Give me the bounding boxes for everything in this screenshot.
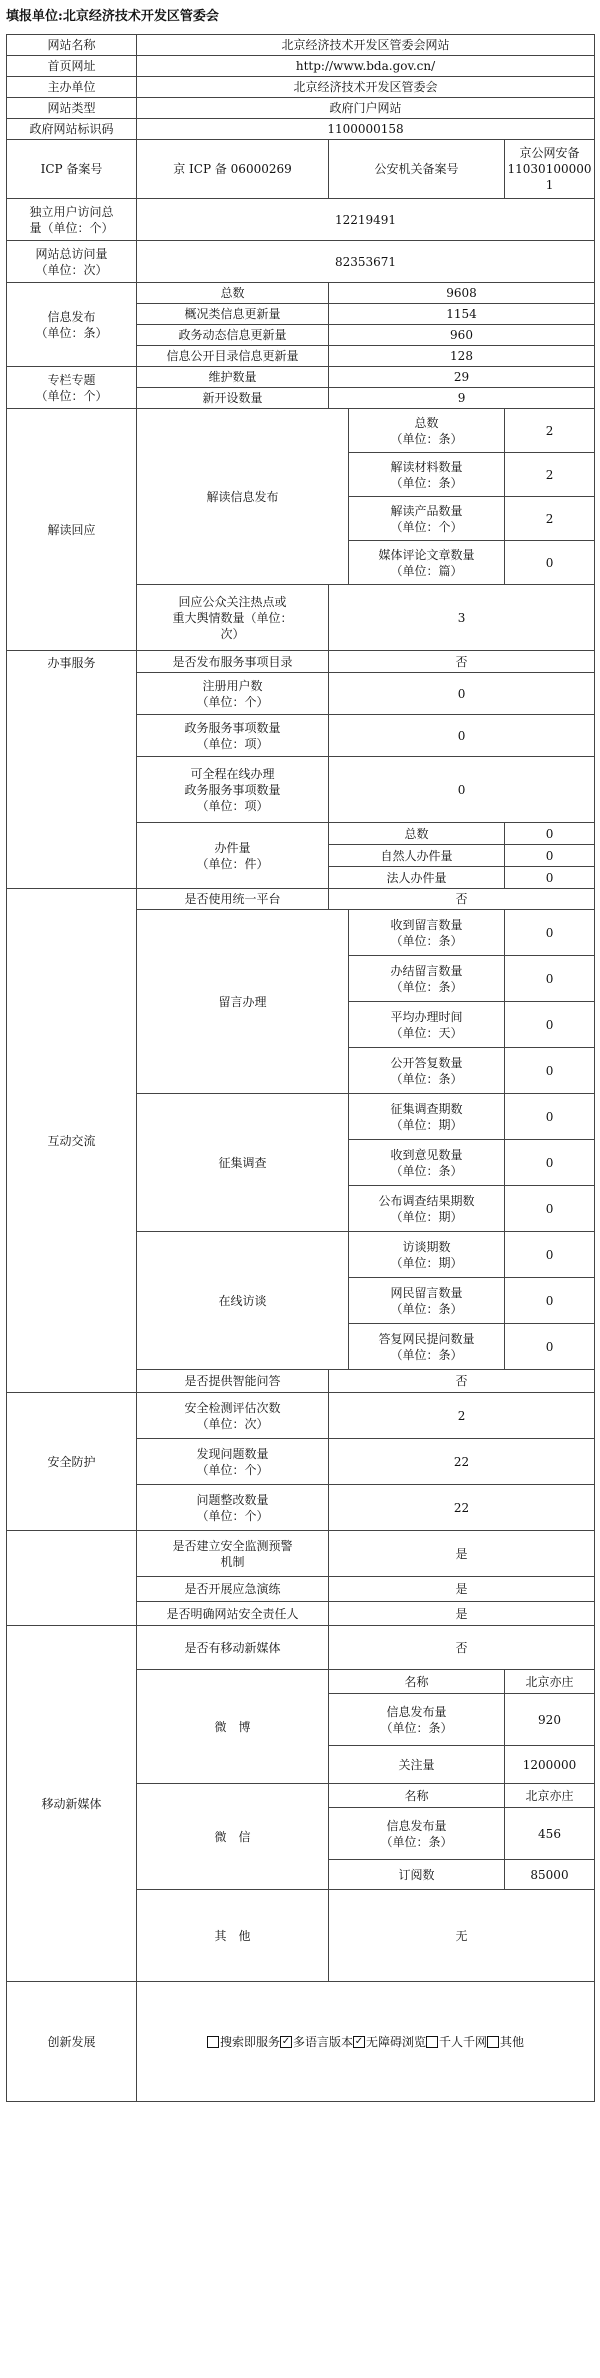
- service-online-value: 0: [329, 757, 595, 823]
- survey-results-label: 公布调查结果期数 （单位：期）: [349, 1186, 505, 1232]
- service-users-label: 注册用户数 （单位：个）: [137, 673, 329, 715]
- survey-label: 征集调查: [137, 1094, 349, 1232]
- drill-value: 是: [329, 1577, 595, 1602]
- interpret-product-value: 2: [505, 497, 595, 541]
- checkbox-icon[interactable]: [426, 2036, 438, 2048]
- pv-label: 网站总访问量 （单位：次）: [7, 241, 137, 283]
- info-total-label: 总数: [137, 283, 329, 304]
- owner-label: 是否明确网站安全责任人: [137, 1602, 329, 1626]
- public-reply-value: 0: [505, 1048, 595, 1094]
- topics-new-value: 9: [329, 388, 595, 409]
- netizen-reply-value: 0: [505, 1324, 595, 1370]
- survey-count-label: 征集调查期数 （单位：期）: [349, 1094, 505, 1140]
- avg-time-value: 0: [505, 1002, 595, 1048]
- site-type-label: 网站类型: [7, 98, 137, 119]
- wechat-sub-value: 85000: [505, 1860, 595, 1890]
- police-record-value: 京公网安备 11030100000 1: [505, 140, 595, 199]
- platform-label: 是否使用统一平台: [137, 889, 329, 910]
- checkbox-icon[interactable]: ✓: [281, 2036, 291, 2047]
- survey-results-value: 0: [505, 1186, 595, 1232]
- opinions-value: 0: [505, 1140, 595, 1186]
- sponsor-value: 北京经济技术开发区管委会: [137, 77, 595, 98]
- report-header: [0, 0, 600, 34]
- info-catalog-label: 信息公开目录信息更新量: [137, 346, 329, 367]
- closed-label: 办结留言数量 （单位：条）: [349, 956, 505, 1002]
- security-tests-label: 安全检测评估次数 （单位：次）: [137, 1393, 329, 1439]
- public-reply-label: 公开答复数量 （单位：条）: [349, 1048, 505, 1094]
- info-catalog-value: 128: [329, 346, 595, 367]
- avg-time-label: 平均办理时间 （单位：天）: [349, 1002, 505, 1048]
- info-overview-label: 概况类信息更新量: [137, 304, 329, 325]
- owner-value: 是: [329, 1602, 595, 1626]
- topics-maintain-value: 29: [329, 367, 595, 388]
- service-catalog-label: 是否发布服务事项目录: [137, 651, 329, 673]
- interpret-release-label: 解读信息发布: [137, 409, 349, 585]
- interpret-material-value: 2: [505, 453, 595, 497]
- wechat-name-label: 名称: [329, 1784, 505, 1808]
- interview-count-label: 访谈期数 （单位：期）: [349, 1232, 505, 1278]
- option-personalized[interactable]: 千人千网: [426, 2035, 487, 2049]
- weibo-follow-value: 1200000: [505, 1746, 595, 1784]
- service-items-label: 政务服务事项数量 （单位：项）: [137, 715, 329, 757]
- uv-value: 12219491: [137, 199, 595, 241]
- weibo-posts-value: 920: [505, 1694, 595, 1746]
- security-fixed-value: 22: [329, 1485, 595, 1531]
- closed-value: 0: [505, 956, 595, 1002]
- site-name-value: 北京经济技术开发区管委会网站: [137, 35, 595, 56]
- smart-qa-value: 否: [329, 1370, 595, 1393]
- info-total-value: 9608: [329, 283, 595, 304]
- security-fixed-label: 问题整改数量 （单位：个）: [137, 1485, 329, 1531]
- interpret-total-label: 总数 （单位：条）: [349, 409, 505, 453]
- security-blank-cell: [7, 1531, 137, 1626]
- innovation-label: 创新发展: [7, 1982, 137, 2102]
- weibo-name-value: 北京亦庄: [505, 1670, 595, 1694]
- handle-total-label: 总数: [329, 823, 505, 845]
- weibo-posts-label: 信息发布量 （单位：条）: [329, 1694, 505, 1746]
- wechat-label: 微 信: [137, 1784, 329, 1890]
- icp-value: 京 ICP 备 06000269: [137, 140, 329, 199]
- survey-count-value: 0: [505, 1094, 595, 1140]
- service-users-value: 0: [329, 673, 595, 715]
- handle-total-value: 0: [505, 823, 595, 845]
- drill-label: 是否开展应急演练: [137, 1577, 329, 1602]
- option-multilingual[interactable]: ✓ 多语言版本: [281, 2034, 353, 2049]
- weibo-name-label: 名称: [329, 1670, 505, 1694]
- received-value: 0: [505, 910, 595, 956]
- checkbox-icon[interactable]: [487, 2036, 499, 2048]
- mobile-label: 移动新媒体: [7, 1626, 137, 1982]
- interpret-respond-value: 3: [329, 585, 595, 651]
- smart-qa-label: 是否提供智能问答: [137, 1370, 329, 1393]
- message-label: 留言办理: [137, 910, 349, 1094]
- option-search-service[interactable]: 搜索即服务: [207, 2035, 280, 2049]
- option-other[interactable]: 其他: [487, 2035, 524, 2049]
- site-name-label: 网站名称: [7, 35, 137, 56]
- checkbox-icon[interactable]: ✓: [354, 2036, 364, 2047]
- mobile-has-label: 是否有移动新媒体: [137, 1626, 329, 1670]
- interview-label: 在线访谈: [137, 1232, 349, 1370]
- wechat-posts-value: 456: [505, 1808, 595, 1860]
- handle-legal-label: 法人办件量: [329, 867, 505, 889]
- security-found-value: 22: [329, 1439, 595, 1485]
- interpret-media-value: 0: [505, 541, 595, 585]
- other-media-label: 其 他: [137, 1890, 329, 1982]
- icp-label: ICP 备案号: [7, 140, 137, 199]
- netizen-reply-label: 答复网民提问数量 （单位：条）: [349, 1324, 505, 1370]
- site-type-value: 政府门户网站: [137, 98, 595, 119]
- checkbox-icon[interactable]: [207, 2036, 219, 2048]
- wechat-sub-label: 订阅数: [329, 1860, 505, 1890]
- received-label: 收到留言数量 （单位：条）: [349, 910, 505, 956]
- interview-count-value: 0: [505, 1232, 595, 1278]
- warning-mechanism-value: 是: [329, 1531, 595, 1577]
- interpret-media-label: 媒体评论文章数量 （单位：篇）: [349, 541, 505, 585]
- netizen-messages-label: 网民留言数量 （单位：条）: [349, 1278, 505, 1324]
- option-accessibility[interactable]: ✓ 无障碍浏览: [354, 2034, 427, 2049]
- interpret-respond-label: 回应公众关注热点或 重大舆情数量（单位： 次）: [137, 585, 329, 651]
- security-tests-value: 2: [329, 1393, 595, 1439]
- header-value: 北京经济技术开发区管委会: [62, 9, 219, 24]
- uv-label: 独立用户访问总 量（单位：个）: [7, 199, 137, 241]
- info-overview-value: 1154: [329, 304, 595, 325]
- weibo-follow-label: 关注量: [329, 1746, 505, 1784]
- weibo-label: 微 博: [137, 1670, 329, 1784]
- handle-legal-value: 0: [505, 867, 595, 889]
- homepage-label: 首页网址: [7, 56, 137, 77]
- site-code-value: 1100000158: [137, 119, 595, 140]
- other-media-value: 无: [329, 1890, 595, 1982]
- innovation-options: [137, 1982, 595, 2102]
- interaction-label: 互动交流: [7, 889, 137, 1393]
- warning-mechanism-label: 是否建立安全监测预警 机制: [137, 1531, 329, 1577]
- service-online-label: 可全程在线办理 政务服务事项数量 （单位：项）: [137, 757, 329, 823]
- report-table: [6, 34, 595, 2102]
- opinions-label: 收到意见数量 （单位：条）: [349, 1140, 505, 1186]
- topics-label: 专栏专题 （单位：个）: [7, 367, 137, 409]
- service-items-value: 0: [329, 715, 595, 757]
- handle-person-value: 0: [505, 845, 595, 867]
- site-code-label: 政府网站标识码: [7, 119, 137, 140]
- service-label: 办事服务: [7, 651, 137, 889]
- interpret-total-value: 2: [505, 409, 595, 453]
- police-record-label: 公安机关备案号: [329, 140, 505, 199]
- info-news-value: 960: [329, 325, 595, 346]
- wechat-name-value: 北京亦庄: [505, 1784, 595, 1808]
- service-catalog-value: 否: [329, 651, 595, 673]
- info-news-label: 政务动态信息更新量: [137, 325, 329, 346]
- header-label: 填报单位:: [6, 9, 63, 24]
- wechat-posts-label: 信息发布量 （单位：条）: [329, 1808, 505, 1860]
- pv-value: 82353671: [137, 241, 595, 283]
- platform-value: 否: [329, 889, 595, 910]
- interpret-product-label: 解读产品数量 （单位：个）: [349, 497, 505, 541]
- security-label: 安全防护: [7, 1393, 137, 1531]
- handle-person-label: 自然人办件量: [329, 845, 505, 867]
- topics-new-label: 新开设数量: [137, 388, 329, 409]
- service-handle-label: 办件量 （单位：件）: [137, 823, 329, 889]
- netizen-messages-value: 0: [505, 1278, 595, 1324]
- sponsor-label: 主办单位: [7, 77, 137, 98]
- interpret-label: 解读回应: [7, 409, 137, 651]
- info-release-label: 信息发布 （单位：条）: [7, 283, 137, 367]
- mobile-has-value: 否: [329, 1626, 595, 1670]
- interpret-material-label: 解读材料数量 （单位：条）: [349, 453, 505, 497]
- homepage-value: http://www.bda.gov.cn/: [137, 56, 595, 77]
- topics-maintain-label: 维护数量: [137, 367, 329, 388]
- security-found-label: 发现问题数量 （单位：个）: [137, 1439, 329, 1485]
